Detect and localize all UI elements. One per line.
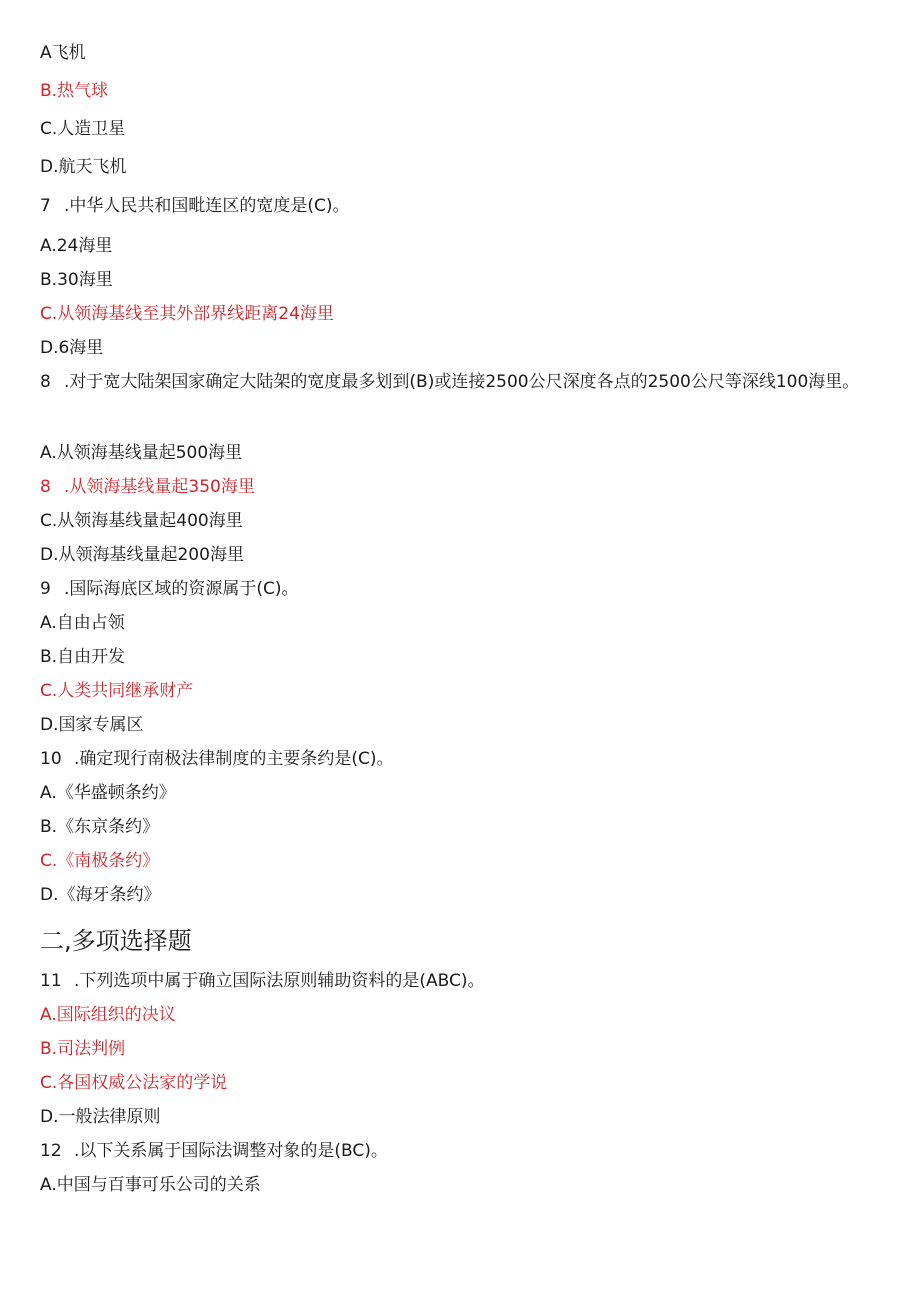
option-d-200nm: D.从领海基线量起200海里 [40, 545, 244, 565]
question-9: 9 .国际海底区域的资源属于(C)。 [40, 579, 299, 599]
option-d-general-principles: D.一般法律原则 [40, 1107, 161, 1127]
option-d-space-shuttle: D.航天飞机 [40, 157, 127, 177]
option-a-500nm: A.从领海基线量起500海里 [40, 443, 243, 463]
option-a-free-occupation: A.自由占领 [40, 613, 125, 633]
option-d-6nm: D.6海里 [40, 338, 104, 358]
option-a-washington-treaty: A.《华盛顿条约》 [40, 783, 176, 803]
option-a-airplane: A飞机 [40, 43, 86, 63]
option-b-350nm: 8 .从领海基线量起350海里 [40, 477, 255, 497]
option-a-24nm: A.24海里 [40, 236, 113, 256]
option-b-judicial-decisions: B.司法判例 [40, 1039, 126, 1059]
option-c-400nm: C.从领海基线量起400海里 [40, 511, 243, 531]
option-c-publicists-teachings: C.各国权威公法家的学说 [40, 1073, 228, 1093]
option-d-hague-treaty: D.《海牙条约》 [40, 885, 161, 905]
option-c-antarctic-treaty: C.《南极条约》 [40, 851, 160, 871]
question-7: 7 .中华人民共和国毗连区的宽度是(C)。 [40, 196, 350, 216]
question-11: 11 .下列选项中属于确立国际法原则辅助资料的是(ABC)。 [40, 971, 485, 991]
option-c-common-heritage: C.人类共同继承财产 [40, 681, 194, 701]
option-d-national-zone: D.国家专属区 [40, 715, 144, 735]
question-8: 8 .对于宽大陆架国家确定大陆架的宽度最多划到(B)或连接2500公尺深度各点的2500公尺等深线100海里。 [40, 372, 860, 392]
question-10: 10 .确定现行南极法律制度的主要条约是(C)。 [40, 749, 394, 769]
option-c-24nm-from-baseline: C.从领海基线至其外部界线距离24海里 [40, 304, 334, 324]
question-12: 12 .以下关系属于国际法调整对象的是(BC)。 [40, 1141, 388, 1161]
option-b-hot-air-balloon: B.热气球 [40, 81, 109, 101]
option-a-china-pepsi: A.中国与百事可乐公司的关系 [40, 1175, 261, 1195]
option-b-30nm: B.30海里 [40, 270, 113, 290]
option-b-tokyo-treaty: B.《东京条约》 [40, 817, 160, 837]
option-b-free-development: B.自由开发 [40, 647, 126, 667]
option-c-satellite: C.人造卫星 [40, 119, 126, 139]
option-a-intl-org-resolutions: A.国际组织的决议 [40, 1005, 176, 1025]
section-heading-multiple-choice: 二,多项选择题 [40, 927, 192, 955]
